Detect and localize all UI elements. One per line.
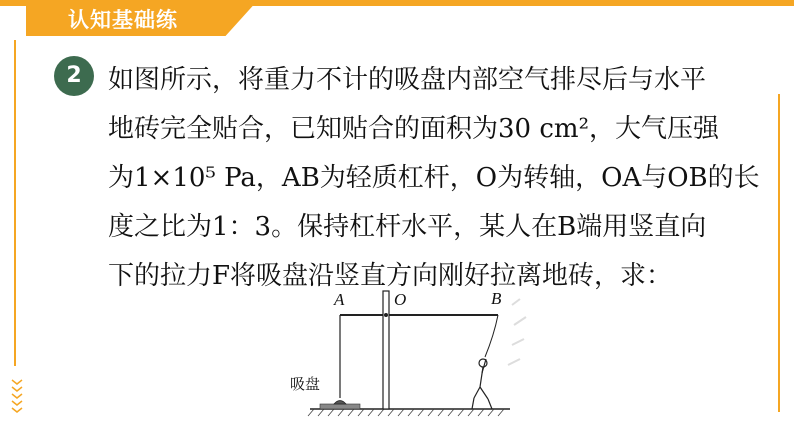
floor-tile <box>320 404 360 409</box>
suction-cup <box>334 401 346 405</box>
pivot-post <box>383 291 389 409</box>
label-b: B <box>491 289 502 308</box>
problem-text <box>108 56 758 301</box>
faded-figure <box>508 299 526 365</box>
question-number-badge: 2 <box>54 56 94 96</box>
frame-line-right <box>778 94 780 412</box>
problem-line-4: 度之比为1：3。保持杠杆水平，某人在B端用竖直向 <box>108 212 707 242</box>
pull-rope <box>485 315 498 357</box>
problem-line-1: 如图所示，将重力不计的吸盘内部空气排尽后与水平 <box>108 65 707 95</box>
section-title: 认知基础练 <box>68 8 178 32</box>
ground-hatching <box>308 409 504 416</box>
problem-line-2: 地砖完全贴合，已知贴合的面积为30 cm²，大气压强 <box>108 114 719 144</box>
problem-line-5: 下的拉力F将吸盘沿竖直方向刚好拉离地砖，求： <box>108 261 673 291</box>
frame-line-left <box>14 40 16 366</box>
pivot-point <box>384 313 388 317</box>
chevrons-icon <box>10 378 24 418</box>
label-o: O <box>394 290 407 309</box>
label-a: A <box>334 290 345 309</box>
problem-line-3: 为1×10⁵ Pa，AB为轻质杠杆，O为转轴，OA与OB的长 <box>108 163 760 193</box>
person-figure <box>472 359 492 409</box>
label-suction-cup: 吸盘 <box>290 375 321 393</box>
lever-diagram <box>280 285 530 425</box>
